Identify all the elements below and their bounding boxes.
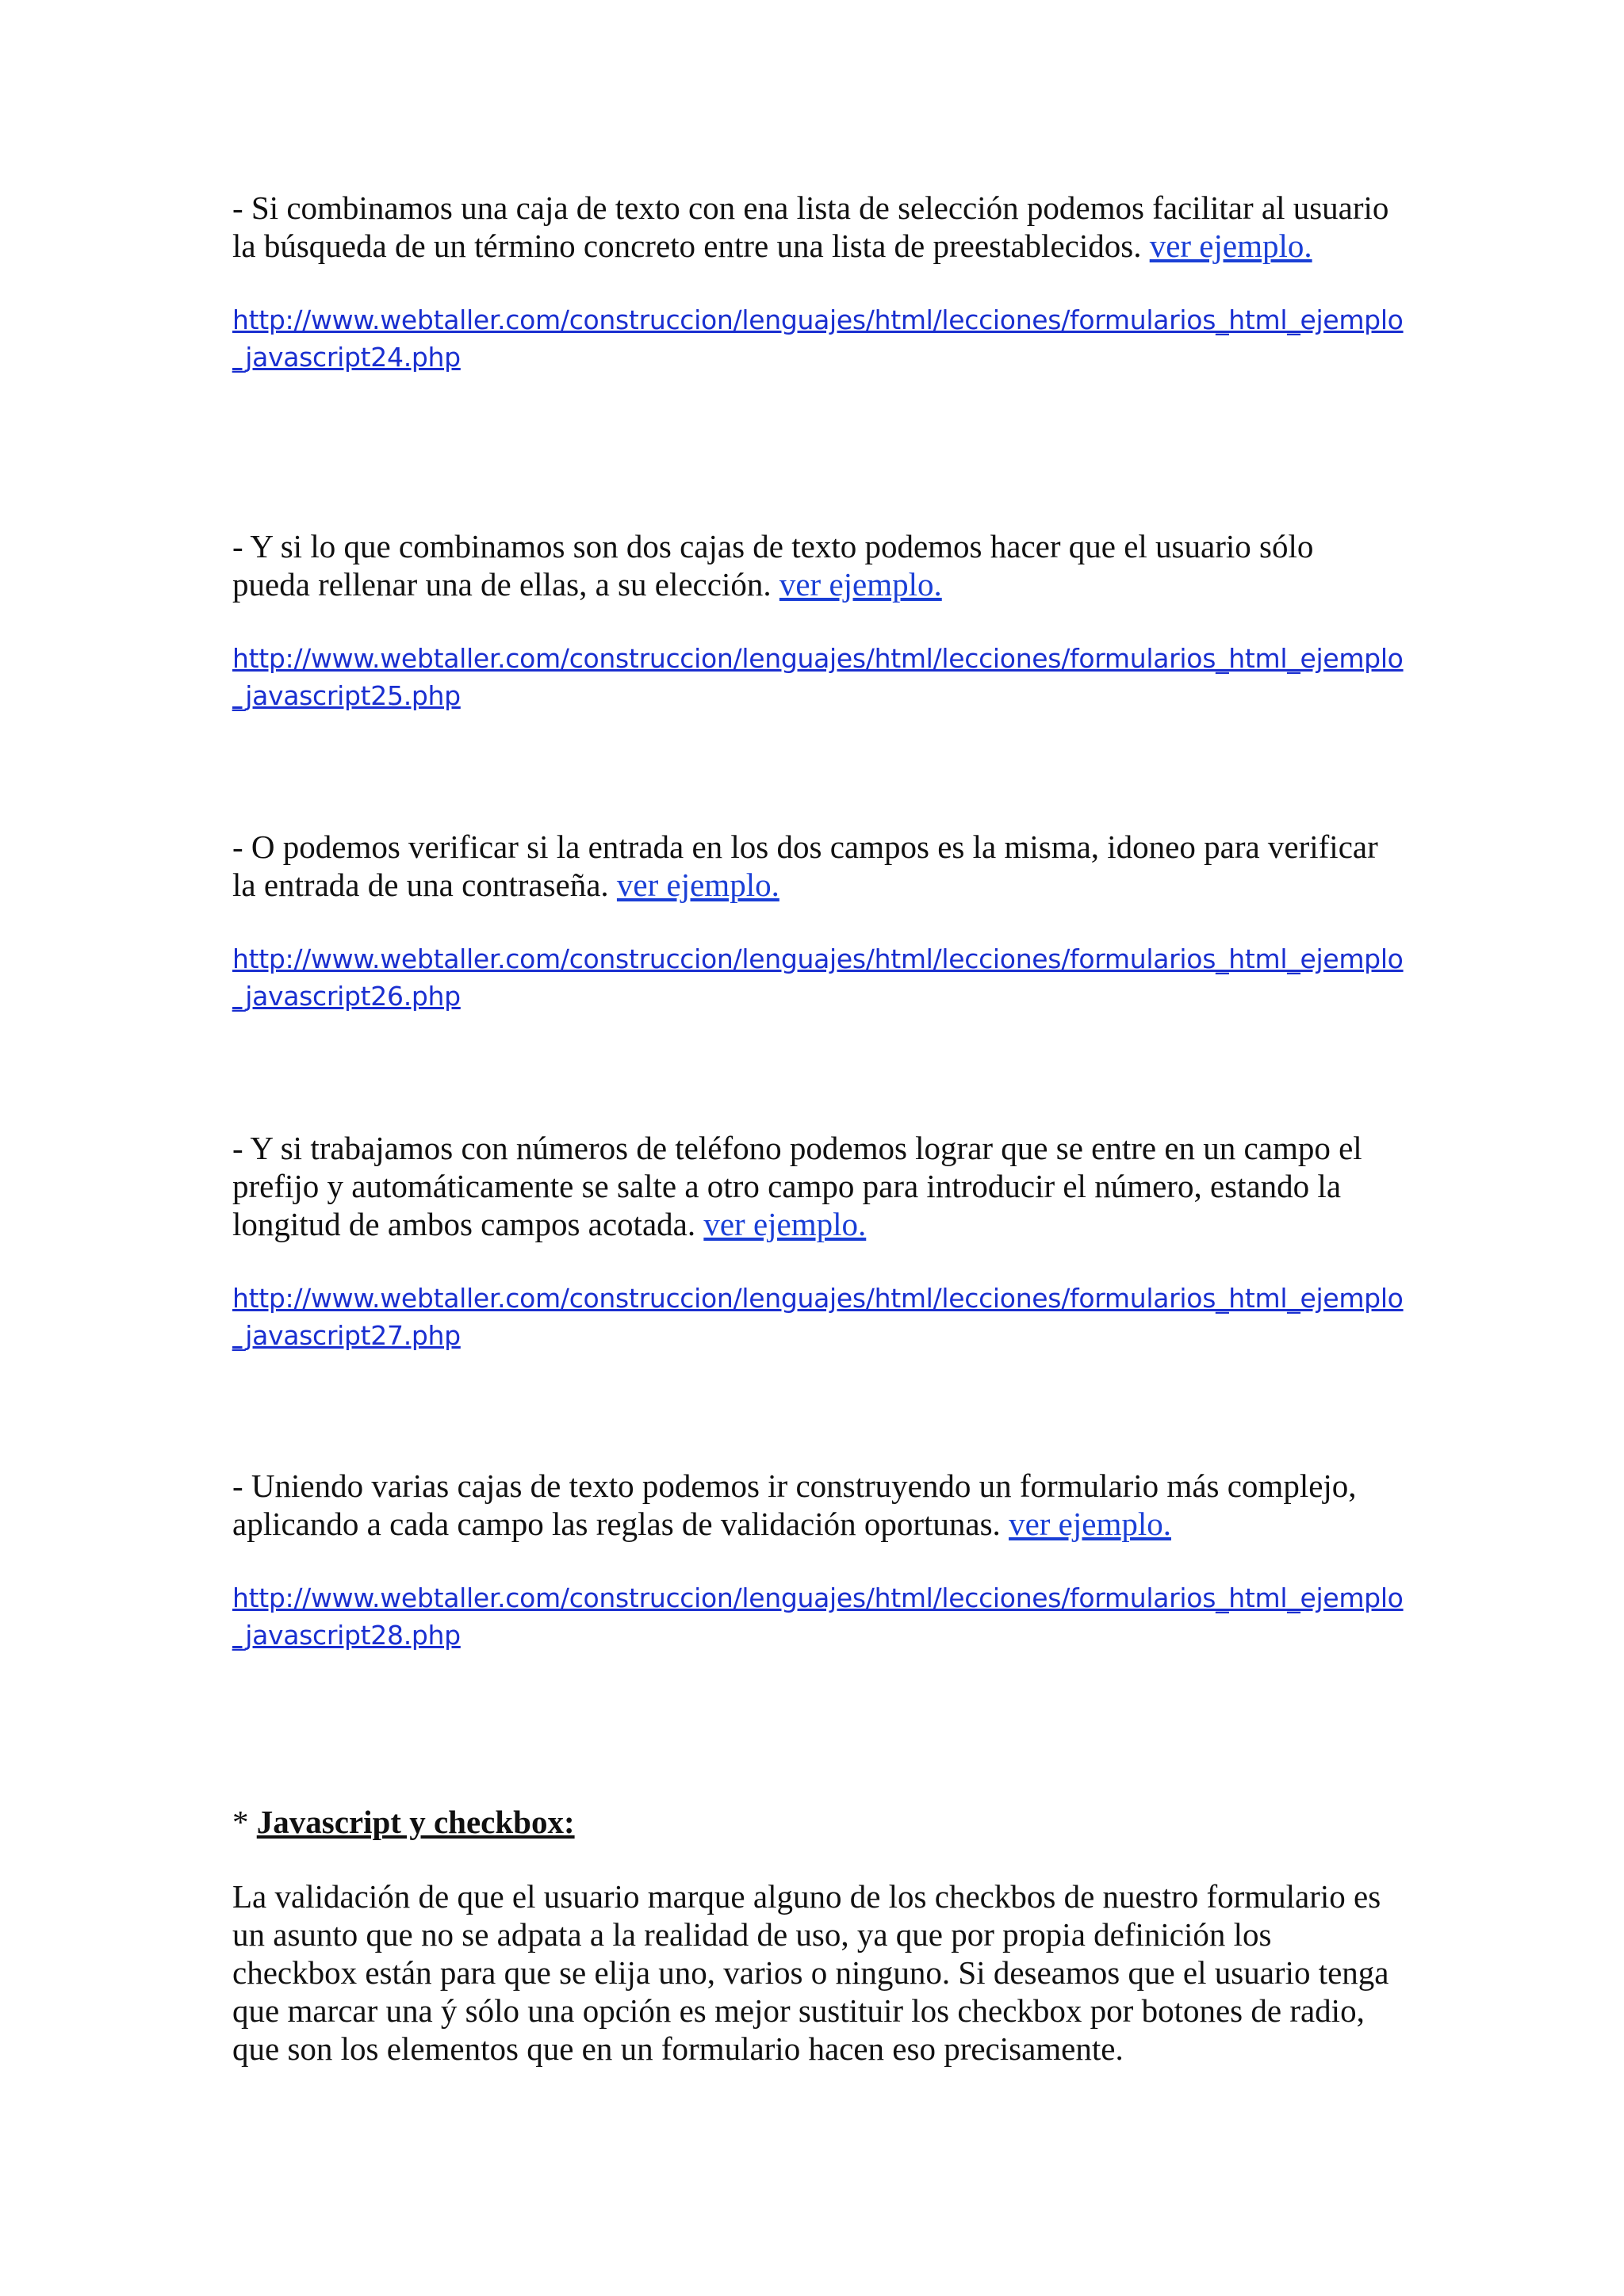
item-text: - Y si trabajamos con números de teléfono podemos lograr que se entre en un campo el prefijo y automáticamente se salte a otro campo para introducir el número, estando la longitud de ambos campos acotada. (232, 1130, 1362, 1242)
example-item (232, 189, 1404, 376)
section-heading (232, 1803, 1398, 1841)
item-text: - O podemos verificar si la entrada en los dos campos es la misma, idoneo para verificar la entrada de una contraseña. (232, 828, 1378, 903)
example-item (232, 1129, 1404, 1354)
see-example-link[interactable]: ver ejemplo. (1149, 228, 1312, 264)
see-example-link[interactable]: ver ejemplo. (779, 566, 942, 603)
item-description (232, 1129, 1398, 1243)
url-line-2: _javascript25.php (232, 680, 461, 711)
url-line-1: http://www.webtaller.com/construccion/lenguajes/html/lecciones/formularios_html_ejemplo (232, 304, 1404, 335)
url-line-1: http://www.webtaller.com/construccion/lenguajes/html/lecciones/formularios_html_ejemplo (232, 1582, 1404, 1613)
example-url-link[interactable] (232, 640, 1404, 714)
url-line-2: _javascript27.php (232, 1320, 461, 1351)
section-bullet: * (232, 1804, 249, 1840)
example-url-link[interactable] (232, 1280, 1404, 1354)
example-url-link[interactable] (232, 940, 1404, 1015)
url-line-2: _javascript24.php (232, 342, 461, 373)
item-text: - Si combinamos una caja de texto con ena lista de selección podemos facilitar al usuario la búsqueda de un término concreto entre una lista de preestablecidos. (232, 189, 1389, 264)
example-url-link[interactable] (232, 1579, 1404, 1654)
item-description (232, 1467, 1398, 1543)
example-url-link[interactable] (232, 301, 1404, 376)
item-description (232, 189, 1398, 265)
url-line-1: http://www.webtaller.com/construccion/lenguajes/html/lecciones/formularios_html_ejemplo (232, 643, 1404, 674)
section (232, 1803, 1398, 2068)
url-line-2: _javascript28.php (232, 1620, 461, 1651)
item-description (232, 527, 1398, 603)
item-text: - Uniendo varias cajas de texto podemos ir construyendo un formulario más complejo, aplicando a cada campo las reglas de validación oportunas. (232, 1468, 1357, 1542)
example-item (232, 828, 1404, 1015)
example-item (232, 527, 1404, 714)
item-description (232, 828, 1398, 904)
section-body: La validación de que el usuario marque alguno de los checkbos de nuestro formulario es un asunto que no se adpata a la realidad de uso, ya que por propia definición los checkbox están para que se elija uno, varios o ninguno. Si deseamos que el usuario tenga que marcar una ý sólo una opción es mejor sustituir los checkbox por botones de radio, que son los elementos que en un formulario hacen eso precisamente. (232, 1878, 1389, 2067)
url-line-1: http://www.webtaller.com/construccion/lenguajes/html/lecciones/formularios_html_ejemplo (232, 1283, 1404, 1314)
see-example-link[interactable]: ver ejemplo. (1009, 1506, 1171, 1542)
section-title: Javascript y checkbox: (256, 1804, 575, 1840)
item-text: - Y si lo que combinamos son dos cajas de texto podemos hacer que el usuario sólo pueda rellenar una de ellas, a su elección. (232, 528, 1314, 603)
url-line-1: http://www.webtaller.com/construccion/lenguajes/html/lecciones/formularios_html_ejemplo (232, 943, 1404, 974)
see-example-link[interactable]: ver ejemplo. (616, 867, 779, 903)
url-line-2: _javascript26.php (232, 981, 461, 1012)
example-item (232, 1467, 1404, 1654)
see-example-link[interactable]: ver ejemplo. (703, 1206, 867, 1242)
